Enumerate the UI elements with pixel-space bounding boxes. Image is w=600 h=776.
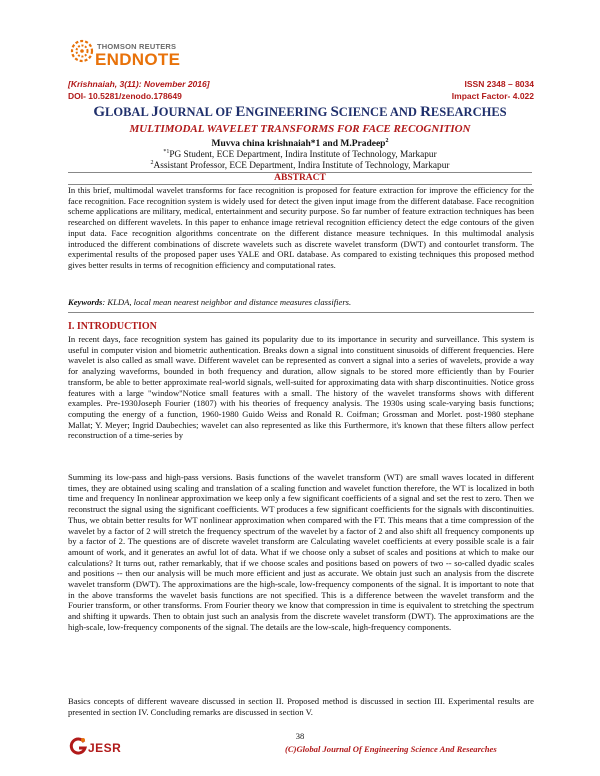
paper-title: MULTIMODAL WAVELET TRANSFORMS FOR FACE RECOGNITION xyxy=(129,123,471,135)
endnote-swirl-icon xyxy=(70,39,94,63)
page-number: 38 xyxy=(295,731,305,741)
citation: [Krishnaiah, 3(11): November 2016] xyxy=(68,79,210,89)
abstract-text: In this brief, multimodal wavelet transforms for face recognition is proposed for feature extraction for improve the efficiency for the face recognition. Face recognition system is widely used for detect the given input image from the different database. Face recognition scheme applications are military, medical, entertainment and security purpose. So far number of feature extraction techniques has been researched on different wavelets. In this paper to enhance image retrieval recognition efficiency detect the edge contours of the given input data. Face recognition algorithms concentrate on the different distance measure techniques. In this multimodal analysis introduced the different combinations of discrete wavelets such as discrete wavelet transform (DWT) and contourlet transform. The experimental results of the proposed paper uses YALE and ORL database. As compared to existing techniques this proposed method gives better results in terms of recognition efficiency and computational rates. xyxy=(68,185,534,270)
doi: DOI- 10.5281/zenodo.178649 xyxy=(68,91,182,101)
gjesr-logo xyxy=(68,736,148,760)
authors: Muvva china krishnaiah*1 and M.Pradeep$^2$ xyxy=(211,138,389,150)
affiliation-2: $^2$Assistant Professor, ECE Department, Indira Institute of Technology, Markapur xyxy=(150,160,450,172)
journal-name: GLOBAL JOURNAL OF ENGINEERING SCIENCE AND RESEARCHES xyxy=(93,104,507,120)
impact-factor: Impact Factor- 4.022 xyxy=(451,91,534,101)
footer-copyright: (C)Global Journal Of Engineering Science And Researches xyxy=(285,744,497,754)
gjesr-swirl-icon xyxy=(68,736,88,756)
intro-paragraph-1: In recent days, face recognition system has gained its popularity due to its importance in security and surveillance. This system is useful in computer vision and biometric authentication. Breaks down a signal into constituent sinusoids of different frequencies. Here wavelet is also called as small wave. Different wavelet can be represented as convert a signal into a series of wavelets, provide a way for analyzing waveforms, bounded in both frequency and duration, allow signals to be stored more efficiently than by Fourier transform, be able to better approximate real-world signals, well-suited for approximating data with sharp discontinuities. Notice gross features with a large "window"Notice small features with a small. The history of the wavelet transforms shows with different examples. Pre-1930Joseph Fourier (1807) with his theories of frequency analysis. The 1930s using scale-varying basis functions; computing the energy of a function, 1960-1980 Guido Weiss and Ronald R. Coifman; Grossman and Morlet. post-1980 stephane Mallat; Y. Meyer; Ingrid Daubechies; wavelet can also represented as like this Furthermore, it's known that these filters allow perfect reconstruction of a time-series by xyxy=(68,334,534,441)
endnote-logo xyxy=(70,39,230,69)
issn: ISSN 2348 – 8034 xyxy=(464,79,534,89)
keywords: Keywords: KLDA, local mean nearest neighbor and distance measures classifiers. xyxy=(68,297,352,307)
intro-paragraph-2: Summing its low-pass and high-pass versions. Basis functions of the wavelet transform (WT) are small waves located in different times, they are obtained using scaling and translation of a scaling function and wavelet function therefore, the WT is localized in both time and frequency In nonlinear approximation we keep only a few significant coefficients of a signal and set the rest to zero. Then we reconstruct the signal using the significant coefficients. WT produces a few significant coefficients for the signals with discontinuities. Thus, we obtain better results for WT nonlinear approximation when compared with the FT. This means that a time compression of the wavelet by a factor of 2 will stretch the frequency spectrum of the wavelet by a factor of 2 and also shift all frequency components up by a factor of 2. The questions are of discrete wavelet transform are Calculating wavelet coefficients at every possible scale is a fair amount of work, and it generates an awful lot of data. What if we choose only a subset of scales and positions at which to make our calculations? It turns out, rather remarkably, that if we choose scales and positions based on powers of two -- so-called dyadic scales and positions -- then our analysis will be much more efficient and just as accurate. We obtain just such an analysis from the discrete wavelet transform (DWT). The approximations are the high-scale, low-frequency components of the signal. It is important to note that in the above transforms the wavelet basis functions are not specified. This is a difference between the wavelet transform and the Fourier transform, or other transforms. From Fourier theory we know that compression in time is equivalent to stretching the spectrum and shifting it upwards. Then to obtain just such an analysis from the discrete wavelet transform (DWT). The approximations are the high-scale, low-frequency components of the signal. The details are the low-scale, high-frequency components. xyxy=(68,472,534,632)
publisher-name: THOMSON REUTERS xyxy=(97,42,177,51)
gjesr-wordmark: JESR xyxy=(88,741,122,755)
section-divider xyxy=(68,312,534,313)
endnote-wordmark: ENDNOTE xyxy=(95,50,181,69)
section-heading-introduction: I. INTRODUCTION xyxy=(68,321,157,332)
affiliation-1: $^{*1}$PG Student, ECE Department, Indira Institute of Technology, Markapur xyxy=(163,149,437,161)
intro-paragraph-3: Basics concepts of different waveare discussed in section II. Proposed method is discussed in section III. Experimental results are presented in section IV. Concluding remarks are discussed in section V. xyxy=(68,696,534,717)
abstract-heading: ABSTRACT xyxy=(68,172,532,185)
